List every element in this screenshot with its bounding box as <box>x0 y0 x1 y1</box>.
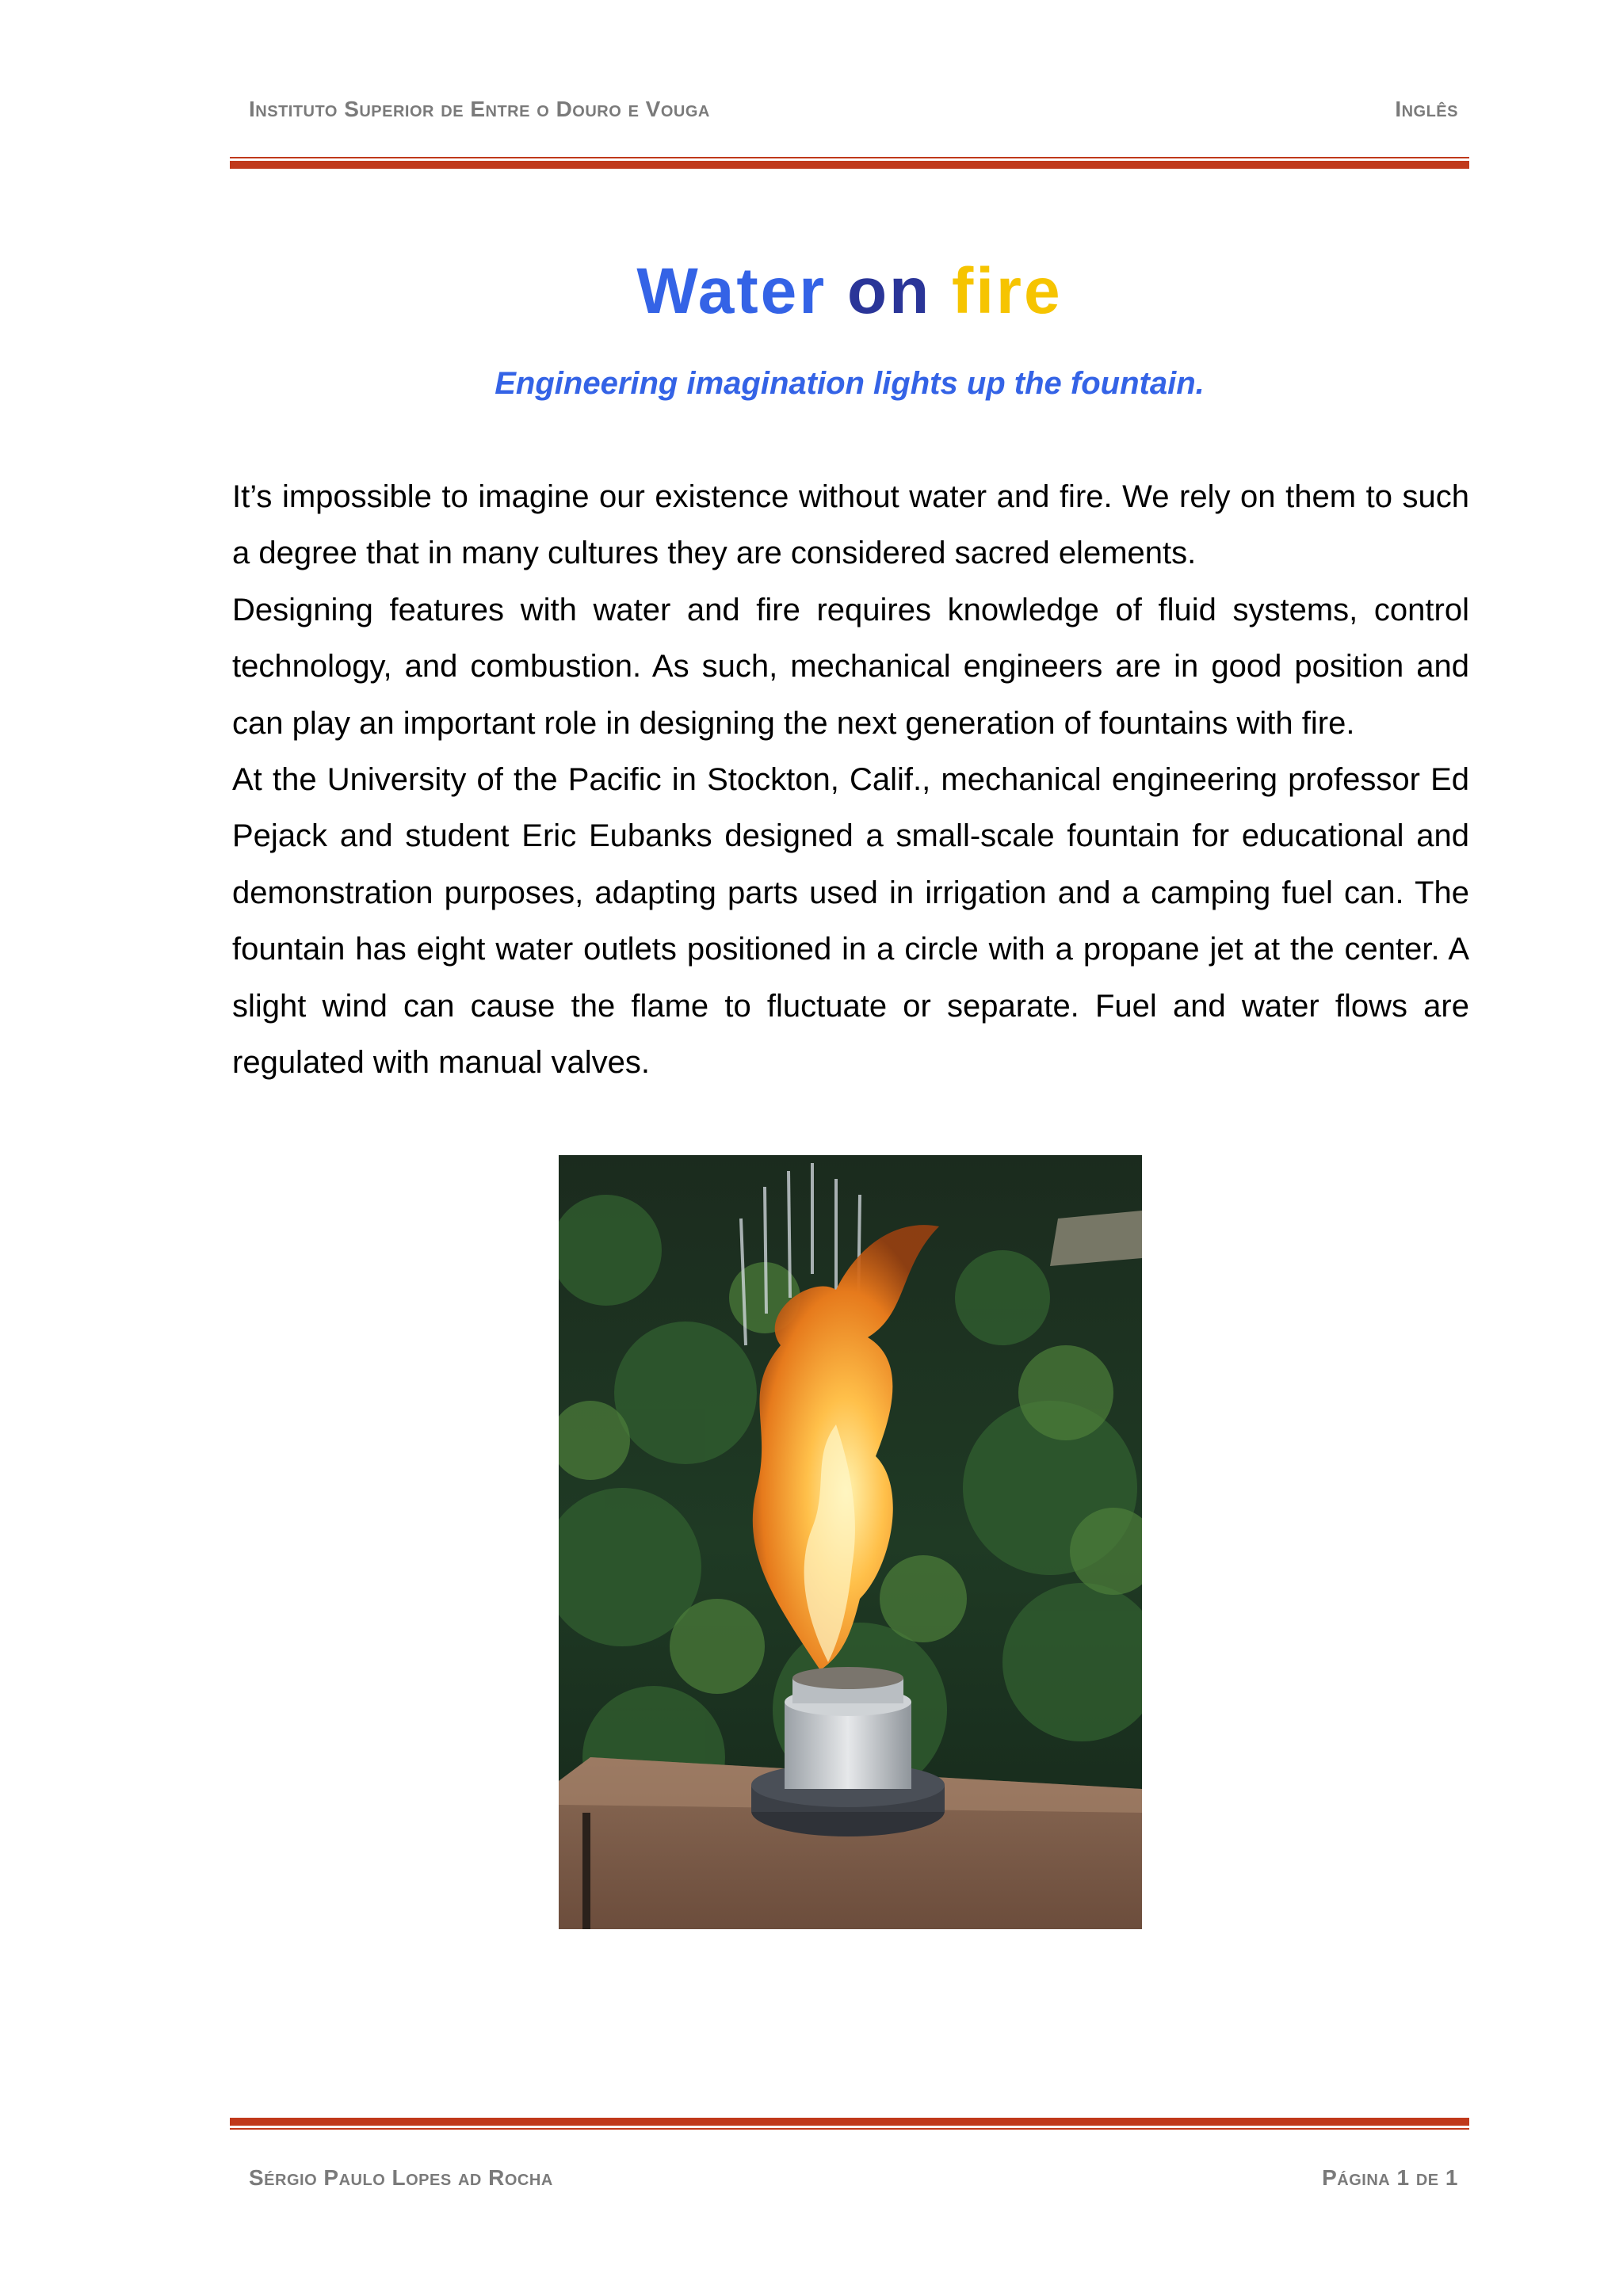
page-footer <box>249 2165 1458 2197</box>
footer-page-number: Página 1 de 1 <box>1322 2165 1458 2190</box>
article-body <box>232 469 1469 1091</box>
fountain-photo <box>559 1155 1142 1929</box>
title-word-water: Water <box>636 255 827 327</box>
header-institution: Instituto Superior de Entre o Douro e Vouga <box>249 97 710 121</box>
article-subtitle: Engineering imagination lights up the fountain. <box>495 366 1205 401</box>
paragraph: Designing features with water and fire requires knowledge of fluid systems, control technology, and combustion. As such, mechanical engineers are in good position and can play an important role in designing the next generation of fountains with fire. <box>232 592 1469 741</box>
paragraph: It’s impossible to imagine our existence without water and fire. We rely on them to such a degree that in many cultures they are considered sacred elements. <box>232 479 1469 571</box>
title-word-on: on <box>846 255 932 327</box>
header-rule <box>230 157 1469 169</box>
footer-rule <box>230 2118 1469 2130</box>
header-subject: Inglês <box>1395 97 1458 121</box>
page-header <box>249 97 1458 128</box>
title-word-fire: fire <box>951 255 1063 327</box>
paragraph: At the University of the Pacific in Stockton, Calif., mechanical engineering professor Ed Pejack and student Eric Eubanks designed a small-scale fountain for educational and demonstration purposes, adapting parts used in irrigation and a camping fuel can. The fountain has eight water outlets positioned in a circle with a propane jet at the center. A slight wind can cause the flame to fluctuate or separate. Fuel and water flows are regulated with manual valves. <box>232 762 1469 1081</box>
article-title <box>230 252 1469 331</box>
footer-author: Sérgio Paulo Lopes ad Rocha <box>249 2165 553 2190</box>
